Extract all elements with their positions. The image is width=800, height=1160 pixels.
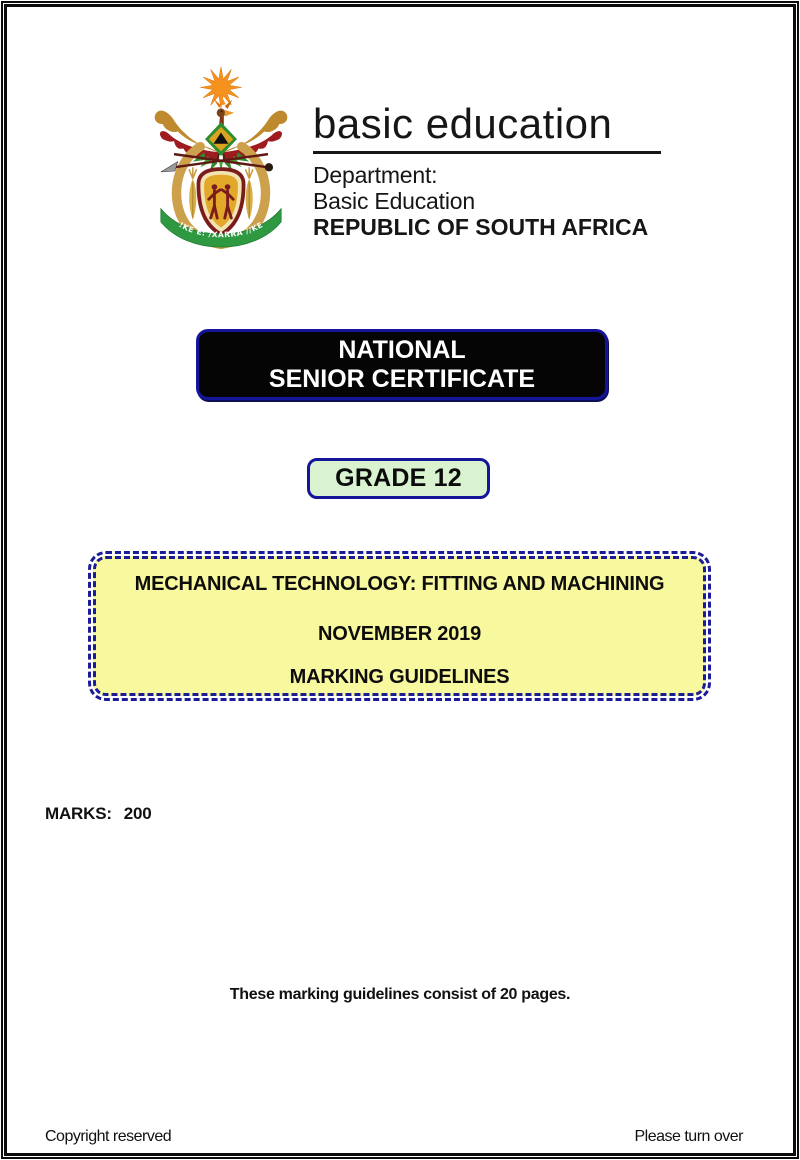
emblem-diamond	[205, 122, 237, 156]
marks-line	[45, 804, 152, 824]
pages-note: These marking guidelines consist of 20 pages.	[229, 986, 571, 1003]
department-label: Department:	[313, 162, 438, 188]
exam-session: NOVEMBER 2019	[317, 623, 481, 645]
coat-of-arms-emblem	[142, 62, 300, 250]
brand-block	[313, 100, 661, 240]
emblem-shield	[197, 167, 246, 237]
department-name: Basic Education	[313, 188, 475, 214]
marks-value: 200	[123, 804, 152, 823]
subject-box	[88, 551, 711, 701]
subject-box-inner	[93, 556, 706, 696]
grade-label: GRADE 12	[335, 464, 462, 492]
subject-title: MECHANICAL TECHNOLOGY: FITTING AND MACHINING	[134, 573, 665, 595]
certificate-line-1: NATIONAL	[338, 335, 466, 364]
national-certificate-box	[196, 329, 608, 400]
footer-turnover: Please turn over	[634, 1128, 743, 1145]
country-name: REPUBLIC OF SOUTH AFRICA	[313, 214, 649, 240]
brand-title: basic education	[313, 100, 613, 147]
grade-box	[307, 458, 490, 499]
marks-label: MARKS:	[45, 804, 112, 823]
footer-copyright: Copyright reserved	[45, 1128, 172, 1145]
certificate-line-2: SENIOR CERTIFICATE	[268, 364, 536, 393]
brand-underline	[313, 151, 661, 154]
document-type: MARKING GUIDELINES	[289, 666, 510, 688]
emblem-motto-text: !KE E: /XARRA //KE	[177, 220, 265, 240]
